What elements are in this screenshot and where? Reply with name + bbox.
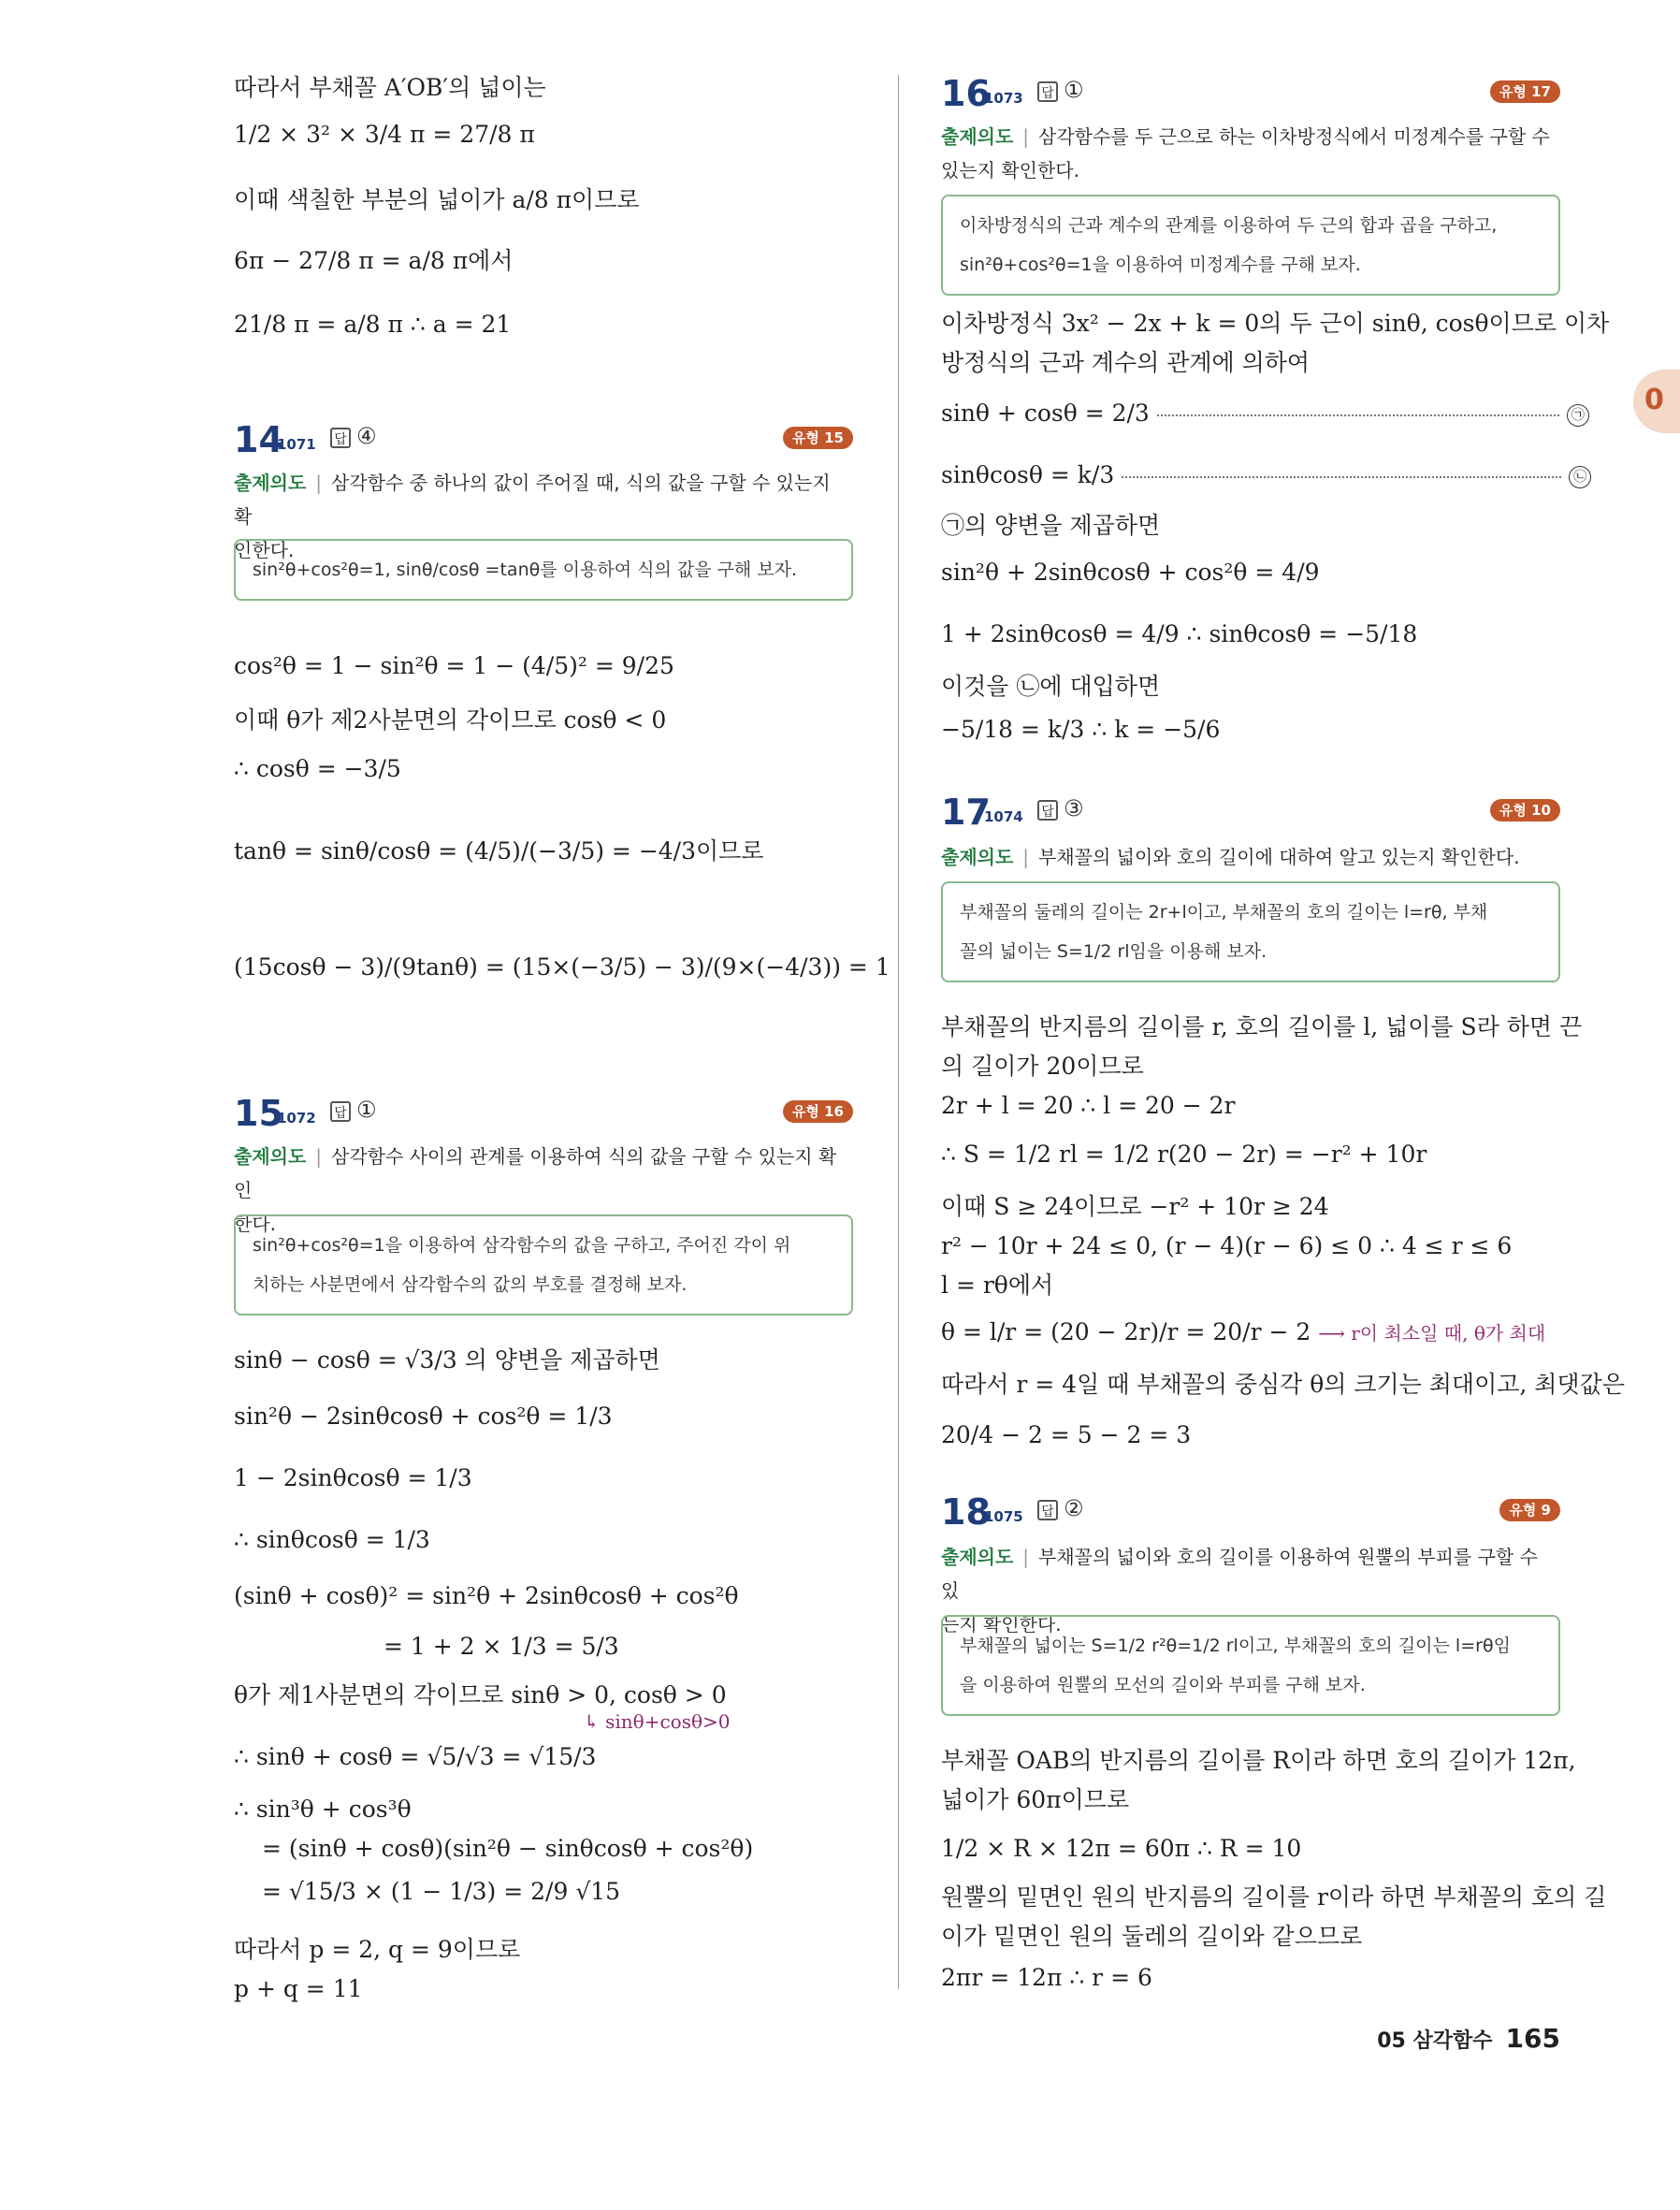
intent-label: 출제의도 xyxy=(941,1546,1014,1568)
problem-code: 1075 xyxy=(984,1508,1023,1525)
solution-line: sinθ + cosθ = 2/3 ㉠ xyxy=(941,397,1589,430)
solution-line: ∴ sinθ + cosθ = √5/√3 = √15/3 xyxy=(234,1743,597,1770)
problem-18-header xyxy=(941,1491,1560,1533)
intent-label: 출제의도 xyxy=(234,472,307,494)
mark-circle: ㉠ xyxy=(1567,404,1589,427)
hint-text: 꼴의 넓이는 S=1/2 rl임을 이용해 보자. xyxy=(960,941,1267,962)
solution-line: cos²θ = 1 − sin²θ = 1 − (4/5)² = 9/25 xyxy=(234,652,674,679)
solution-line: ∴ cosθ = −3/5 xyxy=(234,755,401,782)
solution-line: ∴ sin³θ + cos³θ xyxy=(234,1796,412,1823)
problem-16-header xyxy=(941,73,1560,114)
solution-line: 부채꼴 OAB의 반지름의 길이를 R이라 하면 호의 길이가 12π, xyxy=(941,1747,1576,1774)
intent-text: 부채꼴의 넓이와 호의 길이에 대하여 알고 있는지 확인한다. xyxy=(1038,846,1520,868)
solution-line: = 1 + 2 × 1/3 = 5/3 xyxy=(384,1633,619,1660)
answer-value: ④ xyxy=(356,423,377,449)
answer-icon: 답 xyxy=(330,1101,351,1122)
intent-label: 출제의도 xyxy=(941,846,1014,868)
problem-15-intent: 출제의도 | 삼각함수 사이의 관계를 이용하여 식의 값을 구할 수 있는지 확인 한다. xyxy=(234,1140,853,1241)
intro-line: 1/2 × 3² × 3/4 π = 27/8 π xyxy=(234,121,535,148)
problem-18-intent: 출제의도 | 부채꼴의 넓이와 호의 길이를 이용하여 원뿔의 부피를 구할 수 있 는지 확인한다. xyxy=(941,1540,1560,1641)
problem-17-hint xyxy=(941,881,1560,982)
answer-value: ① xyxy=(1064,77,1084,103)
problem-number: 16 xyxy=(941,73,991,114)
hint-text: 이차방정식의 근과 계수의 관계를 이용하여 두 근의 합과 곱을 구하고, xyxy=(960,215,1498,236)
problem-code: 1073 xyxy=(984,90,1023,107)
problem-17-intent: 출제의도 | 부채꼴의 넓이와 호의 길이에 대하여 알고 있는지 확인한다. xyxy=(941,846,1520,868)
problem-17-header xyxy=(941,792,1560,833)
intent-text: 인한다. xyxy=(234,539,295,561)
answer-value: ② xyxy=(1064,1495,1084,1521)
problem-14-intent: 출제의도 | 삼각함수 중 하나의 값이 주어질 때, 식의 값을 구할 수 있는지 확 인한다. xyxy=(234,466,853,567)
solution-line: 1 − 2sinθcosθ = 1/3 xyxy=(234,1464,472,1491)
intent-text: 삼각함수를 두 근으로 하는 이차방정식에서 미정계수를 구할 수 xyxy=(1038,125,1550,148)
solution-line: 20/4 − 2 = 5 − 2 = 3 xyxy=(941,1421,1192,1448)
problem-code: 1071 xyxy=(277,436,316,453)
solution-line: 의 길이가 20이므로 xyxy=(941,1053,1144,1080)
solution-line: 2r + l = 20 ∴ l = 20 − 2r xyxy=(941,1092,1236,1119)
solution-line: sin²θ + 2sinθcosθ + cos²θ = 4/9 xyxy=(941,559,1320,586)
solution-line: r² − 10r + 24 ≤ 0, (r − 4)(r − 6) ≤ 0 ∴ 4 ≤ r ≤ 6 xyxy=(941,1232,1513,1259)
type-badge: 유형 9 xyxy=(1499,1499,1560,1521)
solution-line: 방정식의 근과 계수의 관계에 의하여 xyxy=(941,349,1311,376)
solution-line: 부채꼴의 반지름의 길이를 r, 호의 길이를 l, 넓이를 S라 하면 끈 xyxy=(941,1013,1583,1040)
problem-number: 17 xyxy=(941,792,991,833)
intro-line: 21/8 π = a/8 π ∴ a = 21 xyxy=(234,311,512,338)
mark-circle: ㉡ xyxy=(1569,466,1591,488)
answer-icon: 답 xyxy=(1037,800,1058,821)
solution-line: sinθcosθ = k/3 ㉡ xyxy=(941,458,1591,492)
answer-icon: 답 xyxy=(1037,1500,1058,1520)
hint-text: sin²θ+cos²θ=1을 이용하여 미정계수를 구해 보자. xyxy=(960,254,1361,275)
intro-line: 6π − 27/8 π = a/8 π에서 xyxy=(234,247,514,274)
solution-line: ∴ S = 1/2 rl = 1/2 r(20 − 2r) = −r² + 10r xyxy=(941,1141,1427,1168)
solution-line: = √15/3 × (1 − 1/3) = 2/9 √15 xyxy=(262,1878,621,1905)
column-divider xyxy=(898,75,899,1989)
problem-15-hint xyxy=(234,1214,853,1316)
answer-value: ③ xyxy=(1064,795,1084,821)
solution-line: ∴ sinθcosθ = 1/3 xyxy=(234,1526,430,1553)
solution-line: 이것을 ㉡에 대입하면 xyxy=(941,673,1161,700)
solution-line: 이때 S ≥ 24이므로 −r² + 10r ≥ 24 xyxy=(941,1193,1329,1220)
intent-label: 출제의도 xyxy=(941,125,1014,148)
problem-number: 14 xyxy=(234,419,283,460)
solution-line: (sinθ + cosθ)² = sin²θ + 2sinθcosθ + cos²θ xyxy=(234,1582,739,1609)
solution-line: 넓이가 60π이므로 xyxy=(941,1786,1130,1813)
solution-line: 따라서 p = 2, q = 9이므로 xyxy=(234,1936,521,1963)
solution-line: sinθ − cosθ = √3/3 의 양변을 제곱하면 xyxy=(234,1346,660,1374)
solution-line: θ가 제1사분면의 각이므로 sinθ > 0, cosθ > 0 xyxy=(234,1681,727,1708)
chapter-side-tab-label: 0 xyxy=(1644,384,1664,416)
problem-16-hint xyxy=(941,195,1560,296)
hint-text: 치하는 사분면에서 삼각함수의 값의 부호를 결정해 보자. xyxy=(253,1274,688,1295)
problem-code: 1074 xyxy=(984,808,1023,825)
intro-line: 따라서 부채꼴 A′OB′의 넓이는 xyxy=(234,74,546,101)
solution-line: 1/2 × R × 12π = 60π ∴ R = 10 xyxy=(941,1835,1302,1862)
intro-line: 이때 색칠한 부분의 넓이가 a/8 π이므로 xyxy=(234,186,640,213)
solution-line: p + q = 11 xyxy=(234,1975,363,2002)
intent-text: 삼각함수 중 하나의 값이 주어질 때, 식의 값을 구할 수 있는지 확 xyxy=(234,472,831,528)
type-badge: 유형 16 xyxy=(783,1100,853,1123)
intent-text: 삼각함수 사이의 관계를 이용하여 식의 값을 구할 수 있는지 확인 xyxy=(234,1145,837,1201)
type-badge: 유형 15 xyxy=(783,427,853,449)
solution-line: 이때 θ가 제2사분면의 각이므로 cosθ < 0 xyxy=(234,706,667,734)
solution-line: θ = l/r = (20 − 2r)/r = 20/r − 2 ⟶ r이 최소일 때, θ가 최대 xyxy=(941,1318,1546,1345)
solution-line: 이차방정식 3x² − 2x + k = 0의 두 근이 sinθ, cosθ이므로 이차 xyxy=(941,310,1610,337)
problem-code: 1072 xyxy=(277,1110,316,1127)
solution-line: 원뿔의 밑면인 원의 반지름의 길이를 r이라 하면 부채꼴의 호의 길 xyxy=(941,1883,1607,1911)
problem-number: 18 xyxy=(941,1491,991,1533)
hint-text: 을 이용하여 원뿔의 모선의 길이와 부피를 구해 보자. xyxy=(960,1675,1366,1695)
intent-text: 는지 확인한다. xyxy=(941,1613,1062,1636)
solution-line: sin²θ − 2sinθcosθ + cos²θ = 1/3 xyxy=(234,1403,613,1430)
page-footer xyxy=(1377,2023,1560,2054)
hint-text: 부채꼴의 넓이는 S=1/2 r²θ=1/2 rl이고, 부채꼴의 호의 길이는 l=rθ임 xyxy=(960,1636,1511,1656)
problem-16-intent: 출제의도 | 삼각함수를 두 근으로 하는 이차방정식에서 미정계수를 구할 수 있는지 확인한다. xyxy=(941,120,1560,187)
solution-line: (15cosθ − 3)/(9tanθ) = (15×(−3/5) − 3)/(9×(−4/3)) = 1 xyxy=(234,953,891,981)
solution-line: = (sinθ + cosθ)(sin²θ − sinθcosθ + cos²θ) xyxy=(262,1835,754,1862)
problem-15-header xyxy=(234,1093,853,1134)
problem-18-hint xyxy=(941,1615,1560,1716)
solution-line: ㉠의 양변을 제곱하면 xyxy=(941,512,1161,539)
hint-text: 부채꼴의 둘레의 길이는 2r+l이고, 부채꼴의 호의 길이는 l=rθ, 부채 xyxy=(960,902,1488,923)
problem-14-header xyxy=(234,419,853,460)
intent-text: 한다. xyxy=(234,1213,276,1235)
intent-text: 있는지 확인한다. xyxy=(941,159,1079,182)
solution-line: 2πr = 12π ∴ r = 6 xyxy=(941,1964,1152,1991)
page-number: 165 xyxy=(1505,2023,1560,2054)
solution-line: tanθ = sinθ/cosθ = (4/5)/(−3/5) = −4/3이므로 xyxy=(234,837,764,865)
chapter-label: 05 삼각함수 xyxy=(1377,2029,1493,2053)
solution-line: 이가 밑면인 원의 둘레의 길이와 같으므로 xyxy=(941,1923,1363,1950)
annotation-note: ↳ sinθ+cosθ>0 xyxy=(584,1710,731,1733)
solution-line: 1 + 2sinθcosθ = 4/9 ∴ sinθcosθ = −5/18 xyxy=(941,620,1418,647)
type-badge: 유형 17 xyxy=(1490,80,1560,103)
problem-number: 15 xyxy=(234,1093,283,1134)
solution-line: l = rθ에서 xyxy=(941,1272,1054,1299)
answer-icon: 답 xyxy=(1037,81,1058,102)
solution-line: −5/18 = k/3 ∴ k = −5/6 xyxy=(941,716,1221,743)
answer-icon: 답 xyxy=(330,428,351,448)
solution-line: 따라서 r = 4일 때 부채꼴의 중심각 θ의 크기는 최대이고, 최댓값은 xyxy=(941,1371,1625,1398)
answer-value: ① xyxy=(356,1097,377,1123)
intent-label: 출제의도 xyxy=(234,1145,307,1168)
hint-text: sin²θ+cos²θ=1을 이용하여 삼각함수의 값을 구하고, 주어진 각이 위 xyxy=(253,1235,791,1256)
type-badge: 유형 10 xyxy=(1490,799,1560,821)
intent-text: 부채꼴의 넓이와 호의 길이를 이용하여 원뿔의 부피를 구할 수 있 xyxy=(941,1546,1538,1602)
hint-text: sin²θ+cos²θ=1, sinθ/cosθ =tanθ를 이용하여 식의 값을 구해 보자. xyxy=(253,560,798,580)
annotation-note: ⟶ r이 최소일 때, θ가 최대 xyxy=(1318,1322,1546,1345)
problem-14-hint xyxy=(234,539,853,601)
